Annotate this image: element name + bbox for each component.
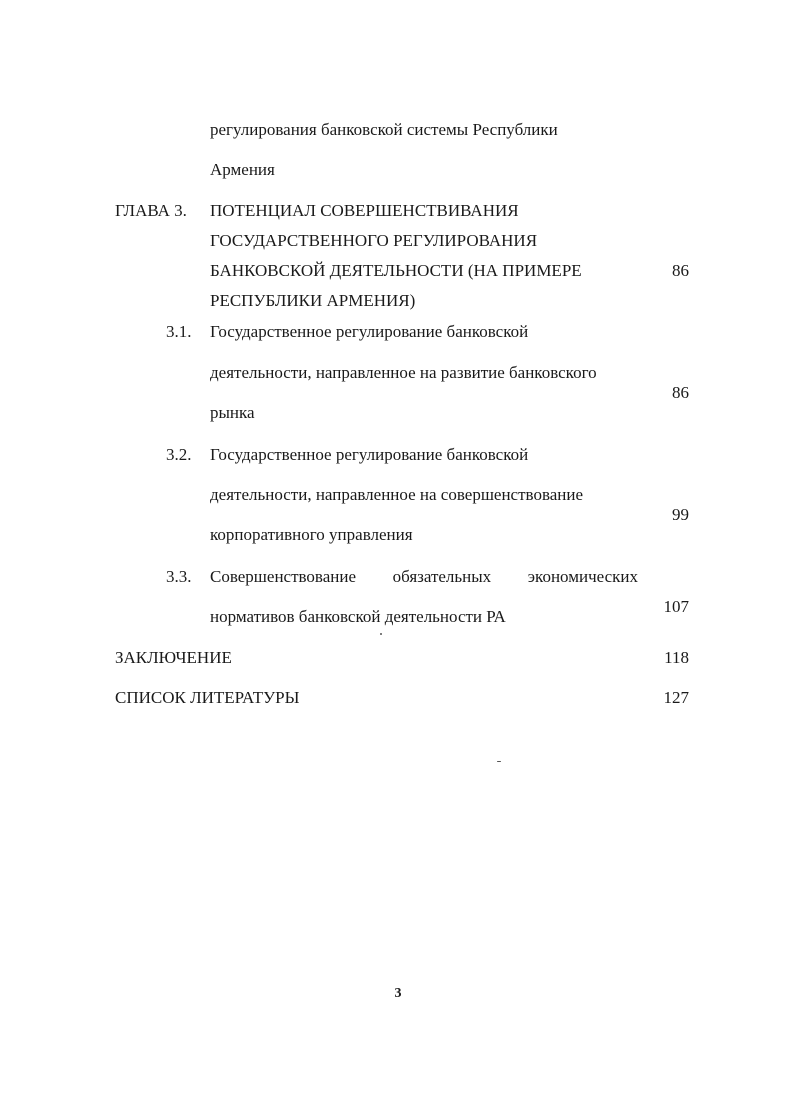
section-3-3-page-number: 107 bbox=[663, 597, 689, 616]
section-3-1-line-1: Государственное регулирование банковской bbox=[210, 322, 529, 341]
page-number: 3 bbox=[394, 986, 402, 1001]
chapter-3-label: ГЛАВА 3. bbox=[115, 201, 187, 220]
scan-speck bbox=[497, 761, 501, 762]
section-3-2-line-2: деятельности, направленное на совершенствование bbox=[210, 485, 584, 504]
section-3-1-number: 3.1. bbox=[166, 322, 192, 341]
toc-continuation-line-1: регулирования банковской системы Республики bbox=[210, 120, 558, 139]
chapter-3-title-line-3: БАНКОВСКОЙ ДЕЯТЕЛЬНОСТИ (НА ПРИМЕРЕ bbox=[210, 261, 582, 280]
chapter-3-title-line-1: ПОТЕНЦИАЛ СОВЕРШЕНСТВИВАНИЯ bbox=[210, 201, 519, 220]
section-3-2-number: 3.2. bbox=[166, 445, 192, 464]
chapter-3-title-line-2: ГОСУДАРСТВЕННОГО РЕГУЛИРОВАНИЯ bbox=[210, 231, 538, 250]
section-3-1-line-3: рынка bbox=[210, 403, 255, 422]
conclusion-page-number: 118 bbox=[664, 648, 689, 667]
references-label: СПИСОК ЛИТЕРАТУРЫ bbox=[115, 688, 300, 707]
chapter-3-page-number: 86 bbox=[672, 261, 689, 280]
chapter-3-title-line-4: РЕСПУБЛИКИ АРМЕНИЯ) bbox=[210, 291, 416, 310]
scan-speck bbox=[380, 633, 382, 635]
section-3-3-line-2: нормативов банковской деятельности РА bbox=[210, 607, 506, 626]
section-3-3-number: 3.3. bbox=[166, 567, 192, 586]
section-3-3-line-1: Совершенствование обязательных экономических bbox=[210, 567, 638, 586]
section-3-1-line-2: деятельности, направленное на развитие банковского bbox=[210, 363, 597, 382]
section-3-2-line-3: корпоративного управления bbox=[210, 525, 413, 544]
section-3-2-line-1: Государственное регулирование банковской bbox=[210, 445, 529, 464]
references-page-number: 127 bbox=[663, 688, 689, 707]
conclusion-label: ЗАКЛЮЧЕНИЕ bbox=[115, 648, 232, 667]
section-3-1-page-number: 86 bbox=[672, 383, 689, 402]
section-3-2-page-number: 99 bbox=[672, 505, 689, 524]
toc-continuation-line-2: Армения bbox=[210, 160, 275, 179]
